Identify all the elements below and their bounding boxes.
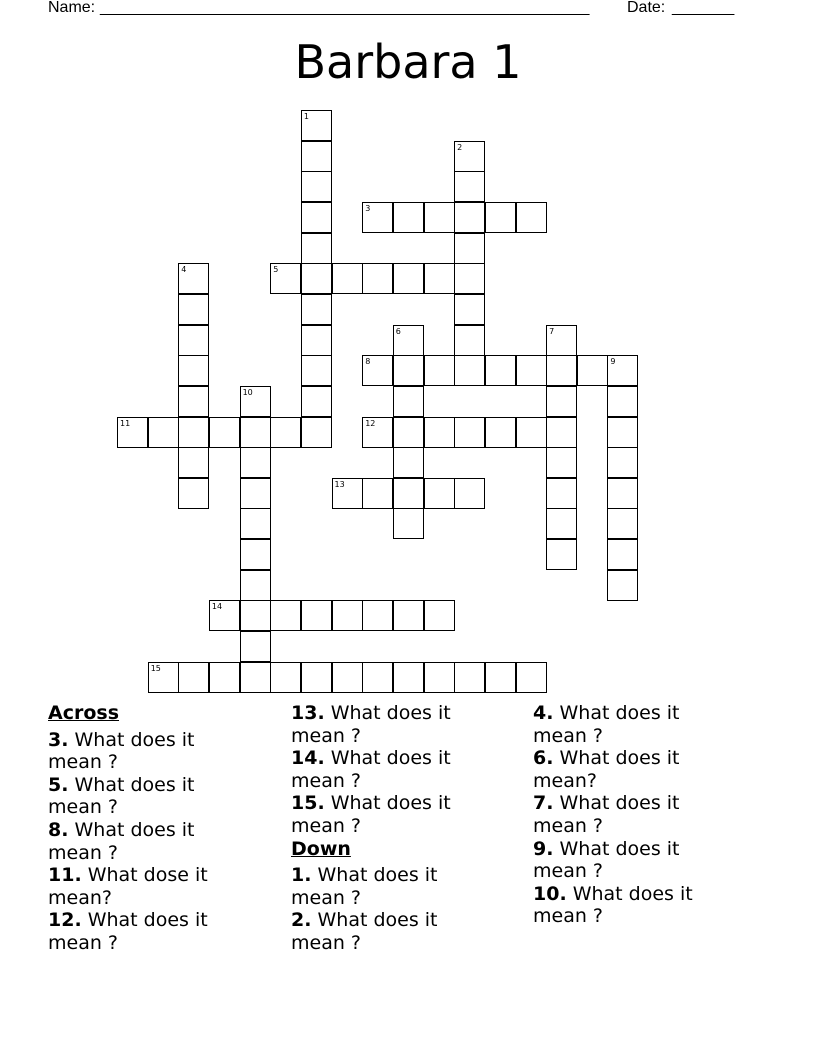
crossword-cell[interactable] bbox=[117, 417, 148, 448]
across-heading: Across bbox=[48, 702, 120, 724]
crossword-cell[interactable] bbox=[332, 662, 363, 693]
crossword-cell[interactable] bbox=[546, 447, 577, 478]
clue-down-4: 4. What does it mean ? bbox=[533, 702, 680, 747]
crossword-cell[interactable] bbox=[485, 417, 516, 448]
crossword-cell[interactable] bbox=[607, 508, 638, 539]
clue-down-9: 9. What does it mean ? bbox=[533, 837, 680, 883]
down-heading: Down bbox=[291, 837, 351, 860]
crossword-cell[interactable] bbox=[178, 417, 209, 448]
clue-down-7: 7. What does it mean ? bbox=[533, 792, 680, 837]
clue-column-2 bbox=[291, 702, 491, 955]
date-blank: _______ bbox=[672, 0, 735, 16]
crossword-cell[interactable] bbox=[332, 478, 363, 509]
crossword-cell[interactable] bbox=[178, 386, 209, 417]
crossword-cell[interactable] bbox=[424, 355, 455, 386]
crossword-cell[interactable] bbox=[485, 662, 516, 693]
cell-number: 6 bbox=[395, 326, 401, 336]
crossword-cell[interactable] bbox=[454, 202, 485, 233]
crossword-cell[interactable] bbox=[393, 417, 424, 448]
crossword-cell[interactable] bbox=[148, 417, 179, 448]
cell-number: 12 bbox=[365, 418, 376, 428]
crossword-cell[interactable] bbox=[607, 478, 638, 509]
cell-number: 1 bbox=[303, 112, 309, 121]
crossword-cell[interactable] bbox=[301, 202, 332, 233]
crossword-cell[interactable] bbox=[301, 110, 332, 141]
crossword-cell[interactable] bbox=[362, 202, 393, 233]
crossword-cell[interactable] bbox=[270, 417, 301, 448]
crossword-cell[interactable] bbox=[332, 600, 363, 631]
crossword-cell[interactable] bbox=[607, 355, 638, 386]
clue-down-6: 6. What does it mean? bbox=[533, 747, 680, 792]
crossword-cell[interactable] bbox=[240, 478, 271, 509]
crossword-cell[interactable] bbox=[240, 508, 271, 539]
crossword-cell[interactable] bbox=[240, 600, 271, 631]
crossword-cell[interactable] bbox=[178, 662, 209, 693]
name-blank: _______________________________________________________ bbox=[100, 0, 590, 16]
crossword-cell[interactable] bbox=[607, 417, 638, 448]
clue-down-10: 10. What does it mean ? bbox=[533, 882, 693, 928]
crossword-cell[interactable] bbox=[454, 355, 485, 386]
crossword-cell[interactable] bbox=[393, 386, 424, 417]
cell-number: 9 bbox=[610, 357, 616, 367]
crossword-cell[interactable] bbox=[393, 508, 424, 539]
crossword-cell[interactable] bbox=[240, 539, 271, 570]
cell-number: 10 bbox=[242, 387, 253, 397]
crossword-cell[interactable] bbox=[577, 355, 608, 386]
crossword-cell[interactable] bbox=[301, 294, 332, 325]
crossword-cell[interactable] bbox=[240, 386, 271, 417]
crossword-cell[interactable] bbox=[607, 447, 638, 478]
crossword-cell[interactable] bbox=[546, 355, 577, 386]
page-title: Barbara 1 bbox=[294, 35, 522, 89]
crossword-cell[interactable] bbox=[301, 263, 332, 294]
crossword-cell[interactable] bbox=[424, 600, 455, 631]
crossword-cell[interactable] bbox=[209, 600, 240, 631]
crossword-cell[interactable] bbox=[362, 417, 393, 448]
crossword-cell[interactable] bbox=[148, 662, 179, 693]
crossword-cell[interactable] bbox=[454, 263, 485, 294]
clue-across-5: 5. What does it mean ? bbox=[48, 773, 195, 819]
crossword-cell[interactable] bbox=[240, 662, 271, 693]
crossword-cell[interactable] bbox=[454, 662, 485, 693]
clue-down-2: 2. What does it mean ? bbox=[291, 909, 438, 954]
crossword-cell[interactable] bbox=[362, 263, 393, 294]
crossword-cell[interactable] bbox=[301, 600, 332, 631]
crossword-cell[interactable] bbox=[301, 355, 332, 386]
crossword-cell[interactable] bbox=[178, 355, 209, 386]
crossword-cell[interactable] bbox=[607, 570, 638, 601]
crossword-cell[interactable] bbox=[393, 662, 424, 693]
crossword-cell[interactable] bbox=[546, 478, 577, 509]
crossword-cell[interactable] bbox=[393, 478, 424, 509]
cell-number: 15 bbox=[150, 663, 161, 673]
crossword-cell[interactable] bbox=[209, 417, 240, 448]
crossword-cell[interactable] bbox=[454, 141, 485, 172]
crossword-cell[interactable] bbox=[546, 539, 577, 570]
crossword-cell[interactable] bbox=[424, 662, 455, 693]
crossword-cell[interactable] bbox=[393, 355, 424, 386]
cell-number: 3 bbox=[365, 203, 371, 213]
cell-number: 8 bbox=[365, 357, 371, 367]
crossword-cell[interactable] bbox=[454, 171, 485, 202]
crossword-cell[interactable] bbox=[516, 662, 547, 693]
crossword-cell[interactable] bbox=[301, 171, 332, 202]
crossword-cell[interactable] bbox=[178, 325, 209, 356]
name-label: Name: bbox=[48, 0, 96, 16]
crossword-cell[interactable] bbox=[546, 325, 577, 356]
crossword-cell[interactable] bbox=[301, 386, 332, 417]
crossword-cell[interactable] bbox=[454, 233, 485, 264]
clue-down-1: 1. What does it mean ? bbox=[291, 864, 438, 909]
crossword-cell[interactable] bbox=[240, 417, 271, 448]
clue-across-8: 8. What does it mean ? bbox=[48, 818, 195, 864]
crossword-cell[interactable] bbox=[362, 662, 393, 693]
crossword-cell[interactable] bbox=[607, 539, 638, 570]
cell-number: 5 bbox=[273, 265, 279, 275]
crossword-cell[interactable] bbox=[301, 417, 332, 448]
crossword-cell[interactable] bbox=[393, 263, 424, 294]
clue-across-12: 12. What does it mean ? bbox=[48, 909, 208, 954]
cell-number: 11 bbox=[120, 418, 131, 428]
crossword-cell[interactable] bbox=[301, 233, 332, 264]
clue-across-15: 15. What does it mean ? bbox=[291, 792, 451, 837]
crossword-cell[interactable] bbox=[270, 662, 301, 693]
crossword-cell[interactable] bbox=[516, 202, 547, 233]
cell-number: 2 bbox=[457, 142, 463, 152]
cell-number: 14 bbox=[211, 602, 223, 612]
crossword-cell[interactable] bbox=[240, 447, 271, 478]
crossword-cell[interactable] bbox=[393, 447, 424, 478]
crossword-cell[interactable] bbox=[240, 631, 271, 662]
clue-column-3 bbox=[533, 702, 733, 928]
crossword-cell[interactable] bbox=[424, 478, 455, 509]
clue-across-11: 11. What dose it mean? bbox=[48, 864, 208, 909]
crossword-cell[interactable] bbox=[516, 417, 547, 448]
crossword-cell[interactable] bbox=[270, 263, 301, 294]
crossword-cell[interactable] bbox=[178, 478, 209, 509]
crossword-cell[interactable] bbox=[209, 662, 240, 693]
crossword-cell[interactable] bbox=[424, 263, 455, 294]
crossword-cell[interactable] bbox=[454, 417, 485, 448]
crossword-cell[interactable] bbox=[546, 417, 577, 448]
crossword-cell[interactable] bbox=[178, 294, 209, 325]
crossword-cell[interactable] bbox=[516, 355, 547, 386]
clue-column-1 bbox=[48, 702, 248, 955]
crossword-cell[interactable] bbox=[362, 355, 393, 386]
crossword-cell[interactable] bbox=[362, 478, 393, 509]
crossword-cell[interactable] bbox=[178, 447, 209, 478]
crossword-cell[interactable] bbox=[240, 570, 271, 601]
crossword-cell[interactable] bbox=[301, 662, 332, 693]
crossword-cell[interactable] bbox=[454, 325, 485, 356]
crossword-cell[interactable] bbox=[393, 202, 424, 233]
crossword-cell[interactable] bbox=[393, 600, 424, 631]
cell-number: 13 bbox=[334, 479, 345, 489]
crossword-cell[interactable] bbox=[178, 263, 209, 294]
crossword-cell[interactable] bbox=[607, 386, 638, 417]
crossword-cell[interactable] bbox=[301, 325, 332, 356]
crossword-cell[interactable] bbox=[485, 202, 516, 233]
crossword-cell[interactable] bbox=[362, 600, 393, 631]
clue-across-14: 14. What does it mean ? bbox=[291, 747, 451, 792]
crossword-cell[interactable] bbox=[424, 417, 455, 448]
clue-across-3: 3. What does it mean ? bbox=[48, 728, 195, 774]
cell-number: 7 bbox=[549, 326, 555, 336]
crossword-cell[interactable] bbox=[393, 325, 424, 356]
crossword-cell[interactable] bbox=[301, 141, 332, 172]
crossword-cell[interactable] bbox=[332, 263, 363, 294]
crossword-cell[interactable] bbox=[454, 478, 485, 509]
crossword-cell[interactable] bbox=[485, 355, 516, 386]
date-label: Date: bbox=[627, 0, 666, 16]
crossword-cell[interactable] bbox=[424, 202, 455, 233]
crossword-cell[interactable] bbox=[546, 386, 577, 417]
cell-number: 4 bbox=[181, 265, 187, 275]
crossword-cell[interactable] bbox=[270, 600, 301, 631]
clue-across-13: 13. What does it mean ? bbox=[291, 702, 451, 747]
crossword-cell[interactable] bbox=[546, 508, 577, 539]
crossword-cell[interactable] bbox=[454, 294, 485, 325]
